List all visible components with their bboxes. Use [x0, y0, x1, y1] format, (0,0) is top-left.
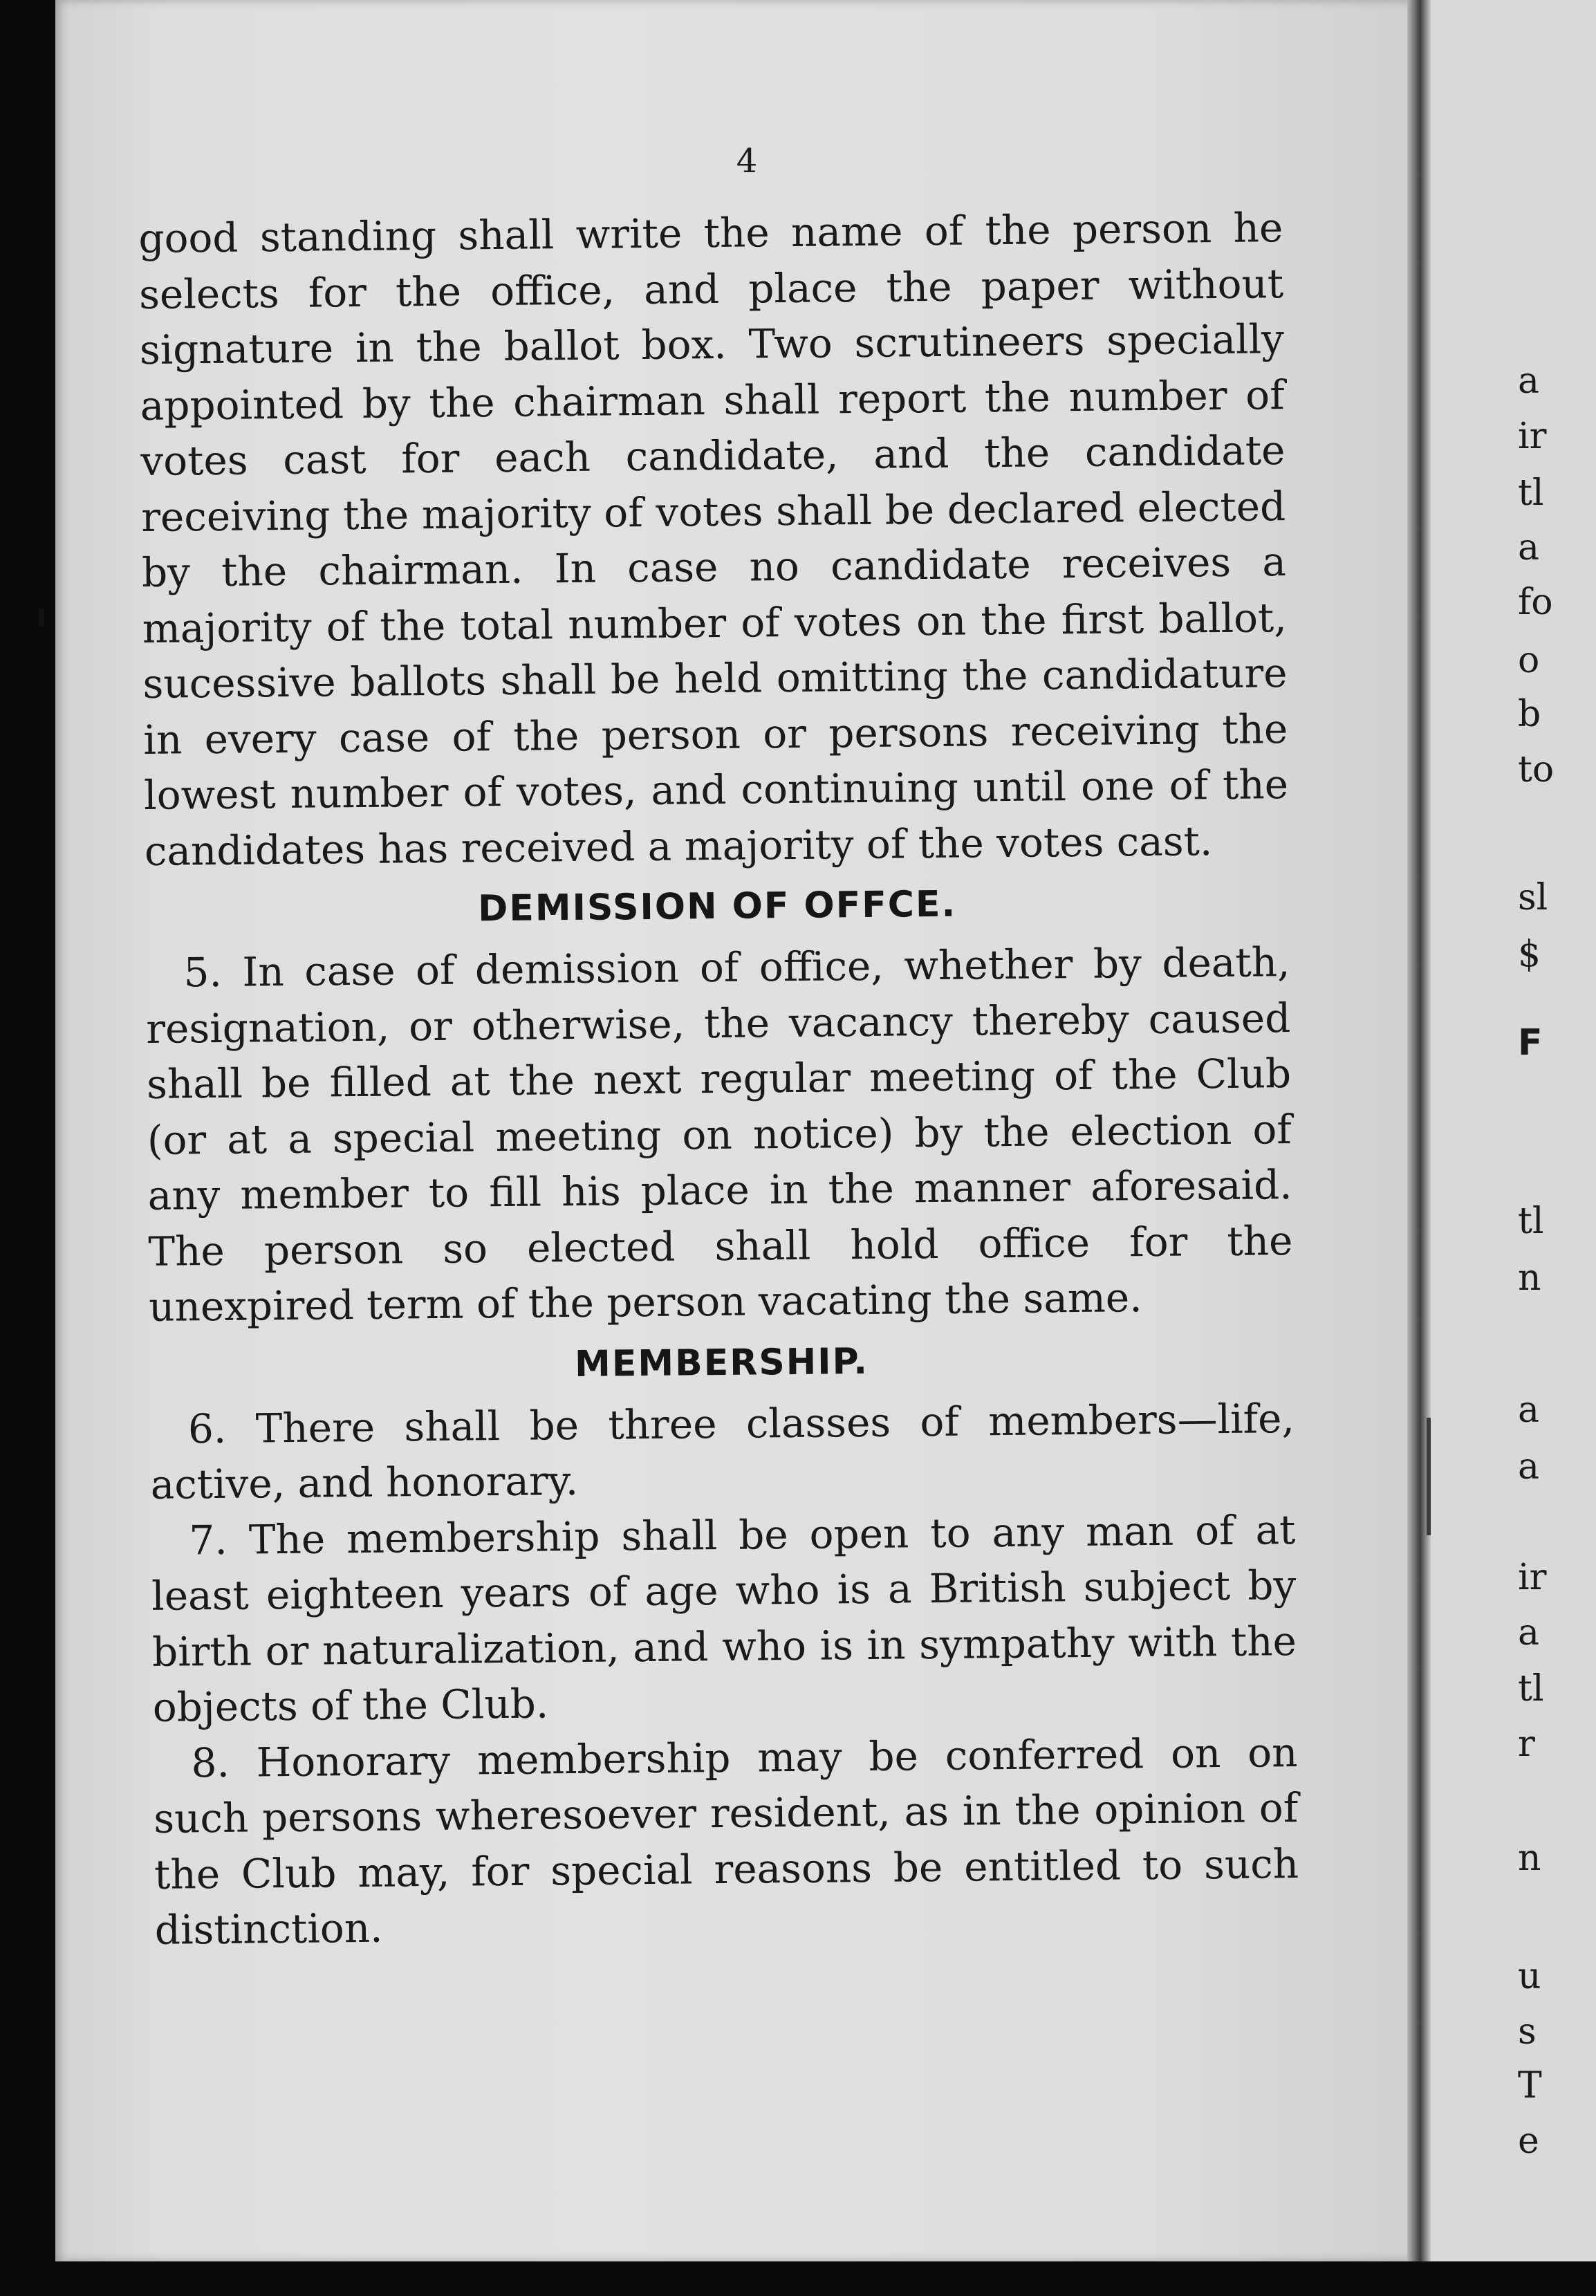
scan-speck — [1427, 1418, 1431, 1535]
right-fragment: a — [1518, 1612, 1540, 1654]
heading-membership: MEMBERSHIP. — [574, 1340, 869, 1385]
right-fragment: $ — [1518, 934, 1541, 975]
paragraph-section-8: 8. Honorary membership may be conferred on on such persons wheresoever resident, as in the opinion of the Club may, for special reasons be entitled to such distinction. — [153, 1728, 1299, 1954]
right-fragment: n — [1518, 1837, 1541, 1879]
right-fragment: a — [1518, 1389, 1540, 1431]
book-gutter — [1407, 0, 1431, 2261]
paragraph-section-5: 5. In case of demission of office, whether by death, resignation, or otherwise, the vacancy thereby caused shall be filled at the next regular meeting of the Club (or at a special meeting on notice) by the election of any member to fill his place in the manner aforesaid. The person so elected shall hold office for the unexpired term of the person vacating the same. — [146, 938, 1293, 1331]
paragraph-section-6: 6. There shall be three classes of members—life, active, and honorary. — [150, 1394, 1295, 1508]
right-fragment: e — [1518, 2120, 1539, 2162]
right-fragment: tl — [1518, 1201, 1544, 1242]
right-fragment: a — [1518, 1446, 1540, 1488]
body-text — [138, 200, 1299, 1958]
right-fragment: T — [1518, 2065, 1542, 2107]
right-fragment: s — [1518, 2011, 1537, 2053]
right-fragment: b — [1518, 694, 1541, 735]
paragraph-election-procedure: good standing shall write the name of the person he selects for the office, and place the paper without signature in the ballot box. Two scrutineers specially appointed by the chairman shall report the number of votes cast for each candidate, and the candidate receiving the majority of votes shall be declared elected by the chairman. In case no candidate receives a majority of the total number of votes on the first ballot, sucessive ballots shall be held omitting the candidature in every case of the person or persons receiving the lowest number of votes, and continuing until one of the candidates has received a majority of the votes cast. — [138, 204, 1289, 875]
page-number: 4 — [736, 142, 758, 180]
right-fragment: F — [1518, 1022, 1543, 1064]
right-fragment: tl — [1518, 472, 1544, 514]
paragraph-section-7: 7. The membership shall be open to any man of at least eighteen years of age who is a British subject by birth or naturalization, and who is in sympathy with the objects of the Club. — [151, 1506, 1297, 1731]
right-fragment: n — [1518, 1257, 1541, 1299]
right-fragment: r — [1518, 1723, 1535, 1765]
right-fragment: ir — [1518, 1557, 1547, 1598]
right-fragment: ir — [1518, 416, 1547, 457]
right-fragment: fo — [1518, 582, 1553, 623]
right-fragment: sl — [1518, 877, 1548, 918]
heading-demission-of-office: DEMISSION OF OFFCE. — [477, 883, 957, 930]
scan-speck — [39, 609, 44, 627]
right-fragment: to — [1518, 749, 1555, 790]
scan-border-bottom — [0, 2261, 1596, 2296]
right-fragment: a — [1518, 527, 1540, 568]
right-fragment: tl — [1518, 1668, 1544, 1710]
right-page-edge — [1431, 0, 1596, 2261]
right-fragment: o — [1518, 640, 1540, 681]
right-fragment: u — [1518, 1956, 1541, 1997]
right-fragment: a — [1518, 360, 1540, 402]
